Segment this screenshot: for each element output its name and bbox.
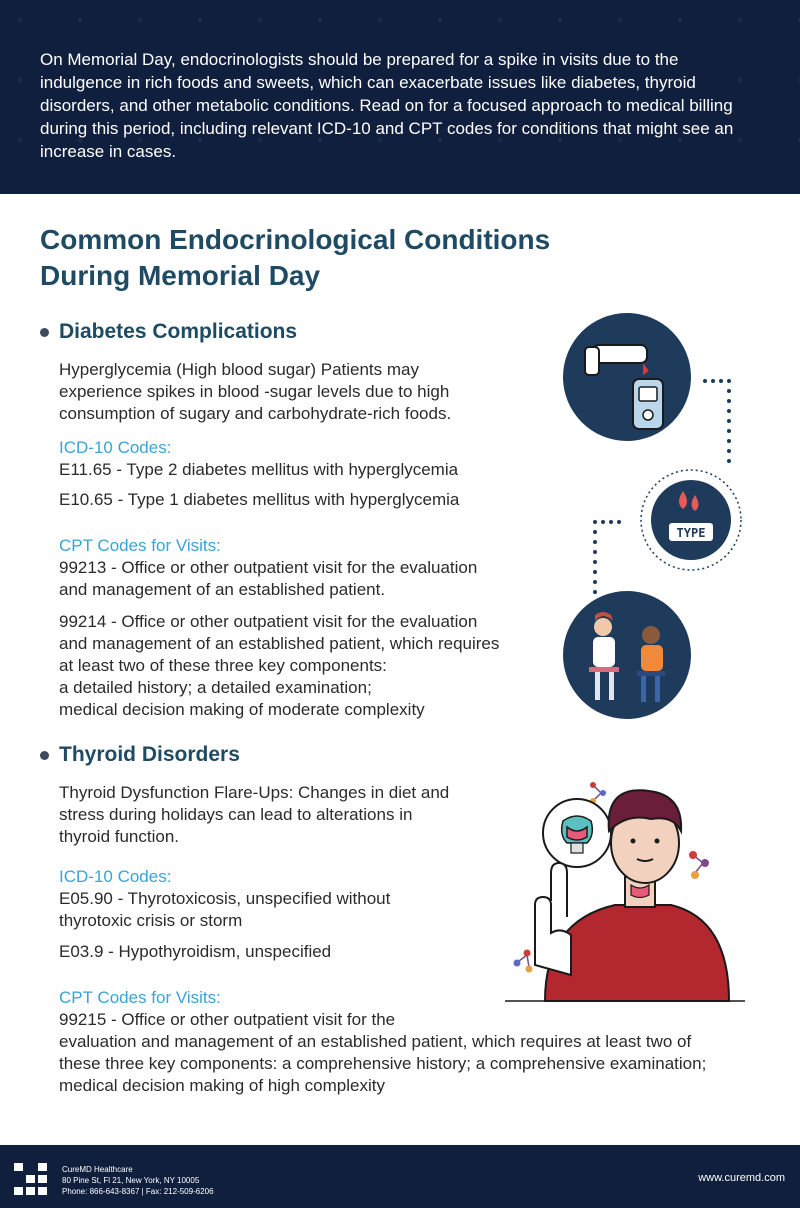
cpt-line: 99214 - Office or other outpatient visit for the evaluation (59, 612, 478, 631)
finger-prick-glucometer-icon (563, 313, 691, 441)
badge-type-text: TYPE (676, 526, 706, 540)
thyroid-heading (40, 743, 240, 767)
thyroid-icd-code-1 (59, 888, 390, 932)
cpt-line: these three key components: a comprehensive history; a comprehensive examination; (59, 1054, 707, 1073)
diabetes-heading (40, 320, 297, 344)
intro-banner (0, 0, 800, 194)
diabetes-description (59, 359, 451, 425)
intro-text: On Memorial Day, endocrinologists should be prepared for a spike in visits due to the indulgence in rich foods and sweets, which can exacerbate issues like diabetes, thyroid disorders, and other metabolic conditions. Read on for a focused approach to medical billing during this period, including relevant ICD-10 and CPT codes for conditions that might see an increase in cases. (40, 50, 734, 161)
thyroid-desc-line: stress during holidays can lead to alterations in (59, 805, 413, 824)
cpt-line: at least two of these three key components: (59, 656, 387, 675)
thyroid-icd-code-2: E03.9 - Hypothyroidism, unspecified (59, 942, 332, 961)
footer (0, 1145, 800, 1208)
diabetes-cpt-label: CPT Codes for Visits: (59, 536, 221, 555)
thyroid-patient-illustration (505, 775, 745, 1005)
diabetes-cpt-code-1 (59, 557, 477, 601)
diabetes-cpt-code-2 (59, 611, 499, 721)
diabetes-desc-line: experience spikes in blood -sugar levels due to high (59, 382, 450, 401)
company-address: 80 Pine St, Fl 21, New York, NY 10005 (62, 1176, 200, 1185)
curemd-logo-icon (14, 1163, 48, 1195)
diabetes-icd-code-2: E10.65 - Type 1 diabetes mellitus with hyperglycemia (59, 490, 460, 509)
cpt-line: and management of an established patient. (59, 580, 386, 599)
company-phone: Phone: 866-643-8367 | Fax: 212-509-6206 (62, 1187, 214, 1196)
diabetes-illustration-column (555, 305, 755, 725)
cpt-line: a detailed history; a detailed examination; (59, 678, 372, 697)
doctor-patient-consult-icon (563, 591, 691, 719)
icd-line: thyrotoxic crisis or storm (59, 911, 243, 930)
website-link[interactable]: www.curemd.com (698, 1172, 785, 1184)
thyroid-cpt-label: CPT Codes for Visits: (59, 988, 221, 1007)
page-title (40, 222, 660, 294)
cpt-line: evaluation and management of an established patient, which requires at least two of (59, 1032, 692, 1051)
cpt-line: medical decision making of high complexity (59, 1076, 385, 1095)
cpt-line: 99213 - Office or other outpatient visit for the evaluation (59, 558, 478, 577)
page-title-line-1: Common Endocrinological Conditions (40, 224, 551, 255)
thyroid-desc-line: thyroid function. (59, 827, 180, 846)
page-title-line-2: During Memorial Day (40, 260, 321, 291)
thyroid-cpt-code (59, 1009, 706, 1097)
bullet-icon (40, 751, 49, 760)
diabetes-desc-line: consumption of sugary and carbohydrate-rich foods. (59, 404, 452, 423)
bullet-icon (40, 328, 49, 337)
thyroid-icd-label: ICD-10 Codes: (59, 867, 172, 886)
company-name: CureMD Healthcare (62, 1165, 133, 1174)
cpt-line: medical decision making of moderate complexity (59, 700, 425, 719)
diabetes-heading-label: Diabetes Complications (59, 320, 298, 343)
cpt-line: and management of an established patient, which requires (59, 634, 500, 653)
diabetes-icd-label: ICD-10 Codes: (59, 438, 172, 457)
thyroid-heading-label: Thyroid Disorders (59, 743, 240, 766)
thyroid-description (59, 782, 449, 848)
diabetes-desc-line: Hyperglycemia (High blood sugar) Patients may (59, 360, 419, 379)
cpt-line: 99215 - Office or other outpatient visit for the (59, 1010, 396, 1029)
blood-drop-type-icon (641, 470, 741, 570)
icd-line: E05.90 - Thyrotoxicosis, unspecified without (59, 889, 391, 908)
thyroid-desc-line: Thyroid Dysfunction Flare-Ups: Changes in diet and (59, 783, 450, 802)
company-info (62, 1164, 214, 1197)
diabetes-icd-code-1: E11.65 - Type 2 diabetes mellitus with hyperglycemia (59, 460, 459, 479)
